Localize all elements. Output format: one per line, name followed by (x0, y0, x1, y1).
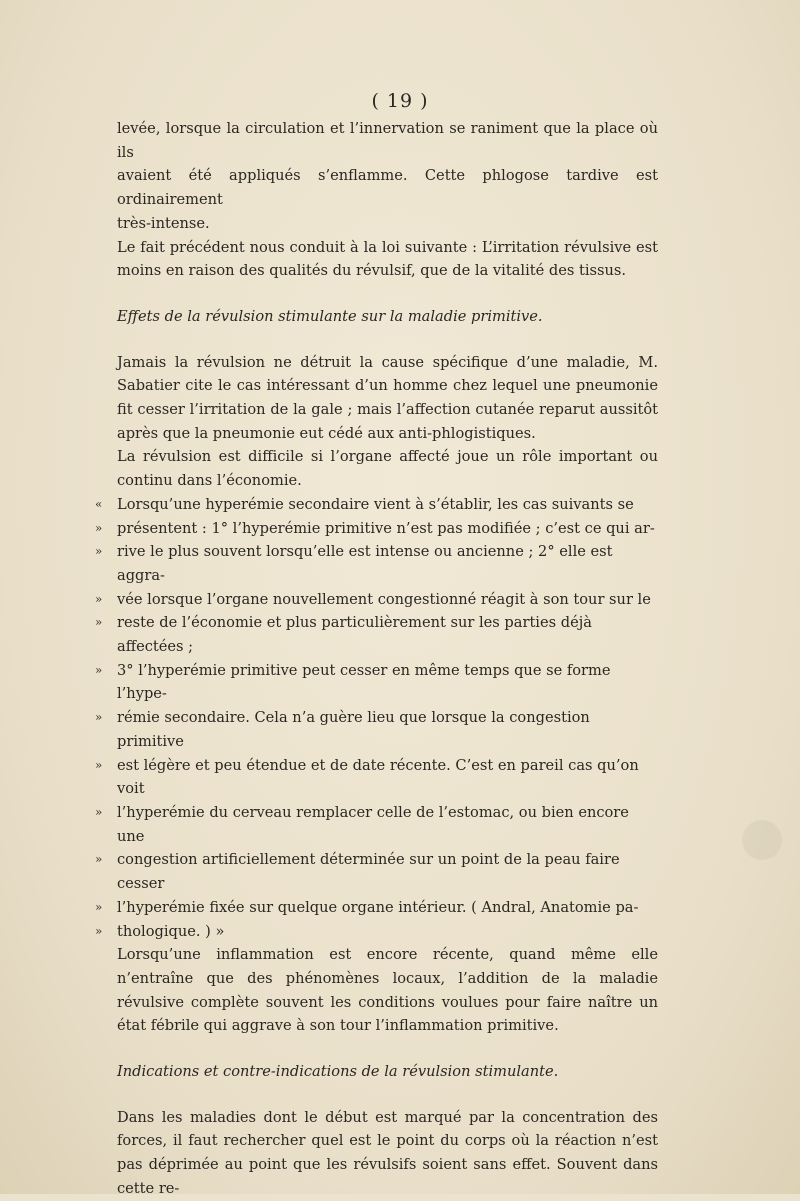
quote-mark: » (95, 710, 103, 725)
quote-text: congestion artificiellement déterminée sur un point de la peau faire cesser (117, 851, 620, 893)
quote-text: Lorsqu’une hyperémie secondaire vient à s’établir, les cas suivants se (117, 495, 634, 513)
quote-line (95, 493, 658, 517)
quote-text: vée lorsque l’organe nouvellement congestionné réagit à son tour sur le (117, 590, 651, 608)
quote-line (95, 754, 658, 801)
quote-line (95, 611, 658, 658)
quote-mark: » (95, 615, 103, 630)
paragraph-3: Jamais la révulsion ne détruit la cause spécifique d’une maladie, M. Sabatier cite le cas intéressant d’un homme chez lequel une pneumonie fit cesser l’irritation de la gale ; mais l’affection cutanée reparut aussitôt après que la pneumonie eut cédé aux anti-phlogistiques. (117, 353, 658, 442)
quote-mark: » (95, 757, 103, 772)
andral-quotation (95, 493, 658, 943)
quote-line (95, 801, 658, 848)
quote-text: reste de l’économie et plus particulièrement sur les parties déjà affectées ; (117, 614, 592, 656)
text-line: levée, lorsque la circulation et l’innervation se raniment que la place où ils (117, 120, 658, 161)
quote-line (95, 517, 658, 541)
quote-mark: » (95, 899, 103, 914)
quote-mark: » (95, 662, 103, 677)
quote-text: est légère et peu étendue et de date récente. C’est en pareil cas qu’on voit (117, 756, 639, 798)
paragraph-4: La révulsion est difficile si l’organe affecté joue un rôle important ou continu dans l’économie. (117, 448, 658, 490)
page-body (95, 117, 658, 1201)
quote-line (95, 588, 658, 612)
quote-mark: » (95, 520, 103, 535)
quote-mark: « (95, 496, 103, 511)
section-heading-indications: Indications et contre-indications de la révulsion stimulante. (117, 1063, 559, 1081)
quote-text: l’hyperémie du cerveau remplacer celle de l’estomac, ou bien encore une (117, 803, 629, 845)
quote-mark: » (95, 804, 103, 819)
quote-line (95, 706, 658, 753)
quote-line (95, 896, 658, 920)
section-heading-effets: Effets de la révulsion stimulante sur la maladie primitive. (117, 307, 543, 325)
quote-mark: » (95, 544, 103, 559)
paragraph-6: Dans les maladies dont le début est marqué par la concentration des forces, il faut rechercher quel est le point du corps où la réaction n’est pas déprimée au point que les révulsifs soient sans effet. Souvent dans cette re- (117, 1108, 658, 1197)
text-line: très-intense. (117, 214, 210, 232)
quote-line (95, 920, 658, 944)
quote-line (95, 540, 658, 587)
quote-text: thologique. ) » (117, 922, 225, 940)
quote-line (95, 659, 658, 706)
paper-stain (742, 820, 782, 860)
paragraph-5: Lorsqu’une inflammation est encore récente, quand même elle n’entraîne que des phénomènes locaux, l’addition de la maladie révulsive complète souvent les conditions voulues pour faire naître un état fébrile qui aggrave à son tour l’inflammation primitive. (117, 946, 658, 1035)
paragraph-1 (117, 117, 658, 236)
quote-line (95, 848, 658, 895)
quote-text: l’hyperémie fixée sur quelque organe intérieur. ( Andral, Anatomie pa- (117, 898, 639, 916)
text-line: avaient été appliqués s’enflamme. Cette phlogose tardive est ordinairement (117, 167, 658, 209)
quote-mark: » (95, 923, 103, 938)
quote-text: rémie secondaire. Cela n’a guère lieu que lorsque la congestion primitive (117, 709, 590, 750)
paragraph-2: Le fait précédent nous conduit à la loi suivante : L’irritation révulsive est moins en raison des qualités du révulsif, que de la vitalité des tissus. (117, 238, 658, 280)
quote-text: présentent : 1° l’hyperémie primitive n’est pas modifiée ; c’est ce qui ar- (117, 519, 655, 537)
quote-text: 3° l’hyperémie primitive peut cesser en même temps que se forme l’hype- (117, 661, 611, 703)
quote-mark: » (95, 591, 103, 606)
page-number: ( 19 ) (371, 90, 429, 112)
quote-mark: » (95, 852, 103, 867)
quote-text: rive le plus souvent lorsqu’elle est intense ou ancienne ; 2° elle est aggra- (117, 543, 613, 584)
